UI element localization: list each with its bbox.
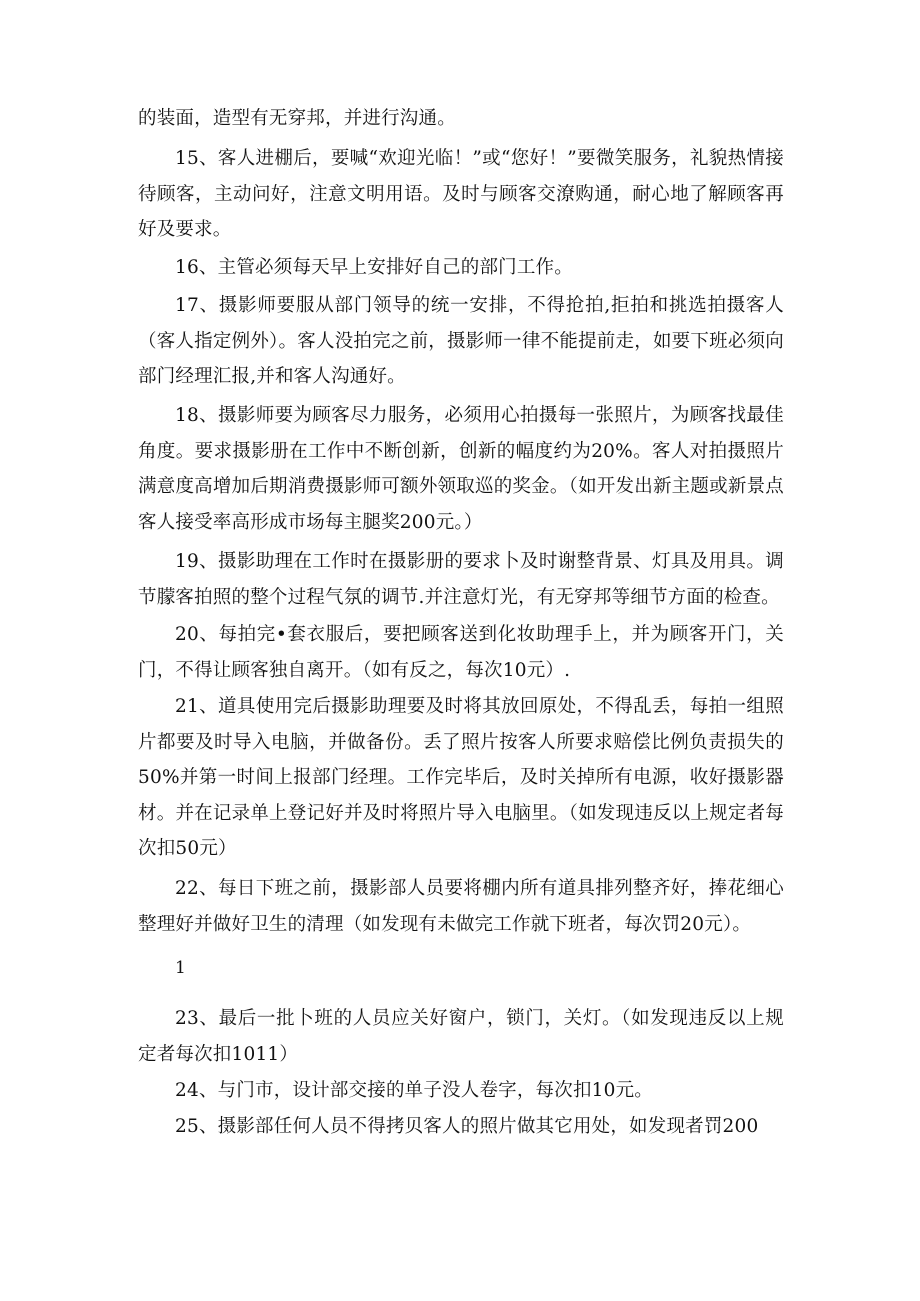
paragraph-rule-18: 18、摄影师要为顾客尽力服务，必须用心拍摄每一张照片，为顾客找最佳角度。要求摄影册在工作中不断创新，创新的幅度约为20%。客人对拍摄照片满意度高增加后期消费摄影师可额外领取巡的奖金。（如开发出新主题或新景点客人接受率高形成市场每主腿奖200元。）: [138, 405, 784, 533]
paragraph-rule-21: 21、道具使用完后摄影助理要及时将其放回原处，不得乱丢，每拍一组照片都要及时导入电脑，并做备份。丢了照片按客人所要求赔偿比例负责损失的50%并第一时间上报部门经理。工作完毕后，及时关掉所有电源，收好摄影器材。并在记录单上登记好并及时将照片导入电脑里。（如发现违反以上规定者每次扣50元）: [138, 696, 784, 859]
page-number: 1: [175, 958, 186, 978]
paragraph-rule-20: 20、每拍完•套衣服后，要把顾客送到化妆助理手上，并为顾客开门，关门，不得让顾客独自离开。（如有反之，每次10元）.: [138, 624, 784, 681]
paragraph-rule-17: 17、摄影师要服从部门领导的统一安排，不得抢拍,拒拍和挑选拍摄客人（客人指定例外）。客人没拍完之前，摄影师一律不能提前走，如要下班必须向部门经理汇报,并和客人沟通好。: [138, 295, 784, 387]
paragraph-rule-15: 15、客人进棚后，要喊“欢迎光临！”或“您好！”要微笑服务，礼貌热情接待顾客，主动问好，注意文明用语。及时与顾客交潦购通，耐心地了解顾客再好及要求。: [138, 148, 784, 240]
paragraph-rule-16: 16、主管必须每天早上安排好自己的部门工作。: [175, 257, 573, 278]
paragraph-rule-25: 25、摄影部任何人员不得拷贝客人的照片做其它用处，如发现者罚200: [175, 1116, 759, 1137]
paragraph-rule-23: 23、最后一批卜班的人员应关好窗户，锁门，关灯。（如发现违反以上规定者每次扣1011）: [138, 1008, 784, 1065]
paragraph-rule-24: 24、与门市，设计部交接的单子没人卷字，每次扣10元。: [175, 1080, 653, 1101]
paragraph-continuation: 的装面，造型有无穿邦，并进行沟通。: [138, 108, 456, 129]
paragraph-rule-22: 22、每日下班之前，摄影部人员要将棚内所有道具排列整齐好，捧花细心整理好并做好卫生的清理（如发现有未做完工作就下班者，每次罚20元）。: [138, 878, 784, 935]
paragraph-rule-19: 19、摄影助理在工作时在摄影册的要求卜及时谢整背景、灯具及用具。调节朦客拍照的整个过程气氛的调节.并注意灯光，有无穿邦等细节方面的检查。: [138, 551, 784, 608]
